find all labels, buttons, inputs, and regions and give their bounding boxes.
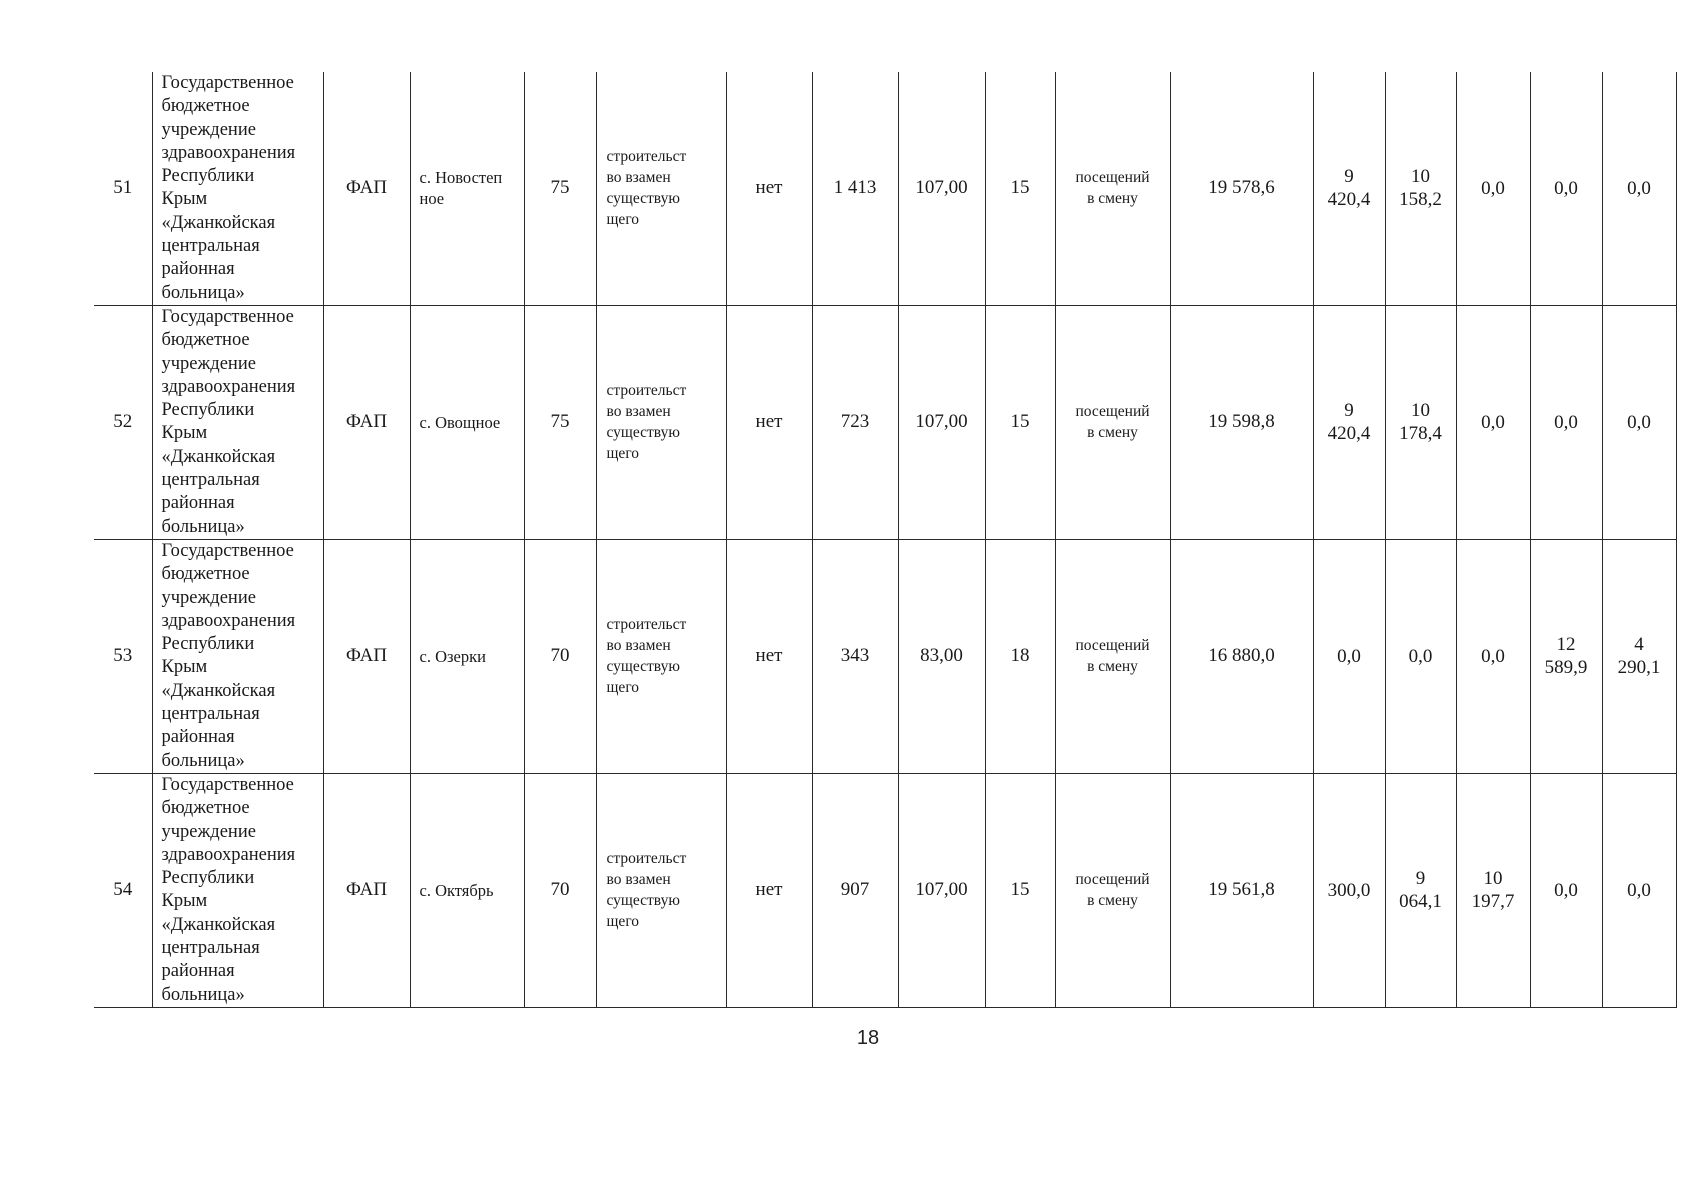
area-value: 107,00: [898, 72, 985, 305]
organization-name: Государственное бюджетное учреждение здравоохранения Республики Крым «Джанкойская центральная районная больница»: [152, 539, 323, 773]
year-2-cost: 10 158,2: [1385, 72, 1456, 305]
staff-value: 15: [985, 773, 1055, 1007]
table-row: [94, 773, 1676, 1007]
facility-table: [94, 72, 1677, 1008]
staff-value: 15: [985, 305, 1055, 539]
flag-value: нет: [726, 305, 812, 539]
staff-value: 15: [985, 72, 1055, 305]
year-4-cost: 0,0: [1530, 72, 1602, 305]
year-2-cost: 0,0: [1385, 539, 1456, 773]
facility-type: ФАП: [323, 539, 410, 773]
staff-value: 18: [985, 539, 1055, 773]
area-value: 83,00: [898, 539, 985, 773]
table-row: [94, 305, 1676, 539]
total-cost: 16 880,0: [1170, 539, 1313, 773]
capacity-value: 75: [524, 72, 596, 305]
work-type: строительст во взамен существую щего: [596, 773, 726, 1007]
table-row: [94, 72, 1676, 305]
capacity-unit: посещений в смену: [1055, 773, 1170, 1007]
population-value: 343: [812, 539, 898, 773]
capacity-unit: посещений в смену: [1055, 539, 1170, 773]
year-1-cost: 9 420,4: [1313, 305, 1385, 539]
year-1-cost: 0,0: [1313, 539, 1385, 773]
settlement: с. Озерки: [410, 539, 524, 773]
page-number: 18: [856, 1027, 880, 1049]
year-4-cost: 0,0: [1530, 773, 1602, 1007]
row-number: 53: [94, 539, 152, 773]
total-cost: 19 561,8: [1170, 773, 1313, 1007]
settlement: с. Овощное: [410, 305, 524, 539]
year-3-cost: 0,0: [1456, 72, 1530, 305]
year-2-cost: 10 178,4: [1385, 305, 1456, 539]
capacity-value: 75: [524, 305, 596, 539]
year-1-cost: 9 420,4: [1313, 72, 1385, 305]
facility-type: ФАП: [323, 305, 410, 539]
year-2-cost: 9 064,1: [1385, 773, 1456, 1007]
year-3-cost: 0,0: [1456, 305, 1530, 539]
row-number: 52: [94, 305, 152, 539]
capacity-value: 70: [524, 539, 596, 773]
work-type: строительст во взамен существую щего: [596, 72, 726, 305]
organization-name: Государственное бюджетное учреждение здравоохранения Республики Крым «Джанкойская центральная районная больница»: [152, 773, 323, 1007]
facility-type: ФАП: [323, 72, 410, 305]
year-3-cost: 0,0: [1456, 539, 1530, 773]
capacity-unit: посещений в смену: [1055, 72, 1170, 305]
capacity-unit: посещений в смену: [1055, 305, 1170, 539]
organization-name: Государственное бюджетное учреждение здравоохранения Республики Крым «Джанкойская центральная районная больница»: [152, 72, 323, 305]
capacity-value: 70: [524, 773, 596, 1007]
row-number: 54: [94, 773, 152, 1007]
row-number: 51: [94, 72, 152, 305]
facility-type: ФАП: [323, 773, 410, 1007]
flag-value: нет: [726, 773, 812, 1007]
year-5-cost: 0,0: [1602, 773, 1676, 1007]
year-1-cost: 300,0: [1313, 773, 1385, 1007]
area-value: 107,00: [898, 773, 985, 1007]
year-5-cost: 4 290,1: [1602, 539, 1676, 773]
area-value: 107,00: [898, 305, 985, 539]
year-4-cost: 12 589,9: [1530, 539, 1602, 773]
flag-value: нет: [726, 72, 812, 305]
settlement: с. Новостеп ное: [410, 72, 524, 305]
year-5-cost: 0,0: [1602, 72, 1676, 305]
year-3-cost: 10 197,7: [1456, 773, 1530, 1007]
settlement: с. Октябрь: [410, 773, 524, 1007]
organization-name: Государственное бюджетное учреждение здравоохранения Республики Крым «Джанкойская центральная районная больница»: [152, 305, 323, 539]
flag-value: нет: [726, 539, 812, 773]
year-5-cost: 0,0: [1602, 305, 1676, 539]
work-type: строительст во взамен существую щего: [596, 305, 726, 539]
table-row: [94, 539, 1676, 773]
population-value: 723: [812, 305, 898, 539]
population-value: 1 413: [812, 72, 898, 305]
population-value: 907: [812, 773, 898, 1007]
total-cost: 19 578,6: [1170, 72, 1313, 305]
total-cost: 19 598,8: [1170, 305, 1313, 539]
year-4-cost: 0,0: [1530, 305, 1602, 539]
work-type: строительст во взамен существую щего: [596, 539, 726, 773]
